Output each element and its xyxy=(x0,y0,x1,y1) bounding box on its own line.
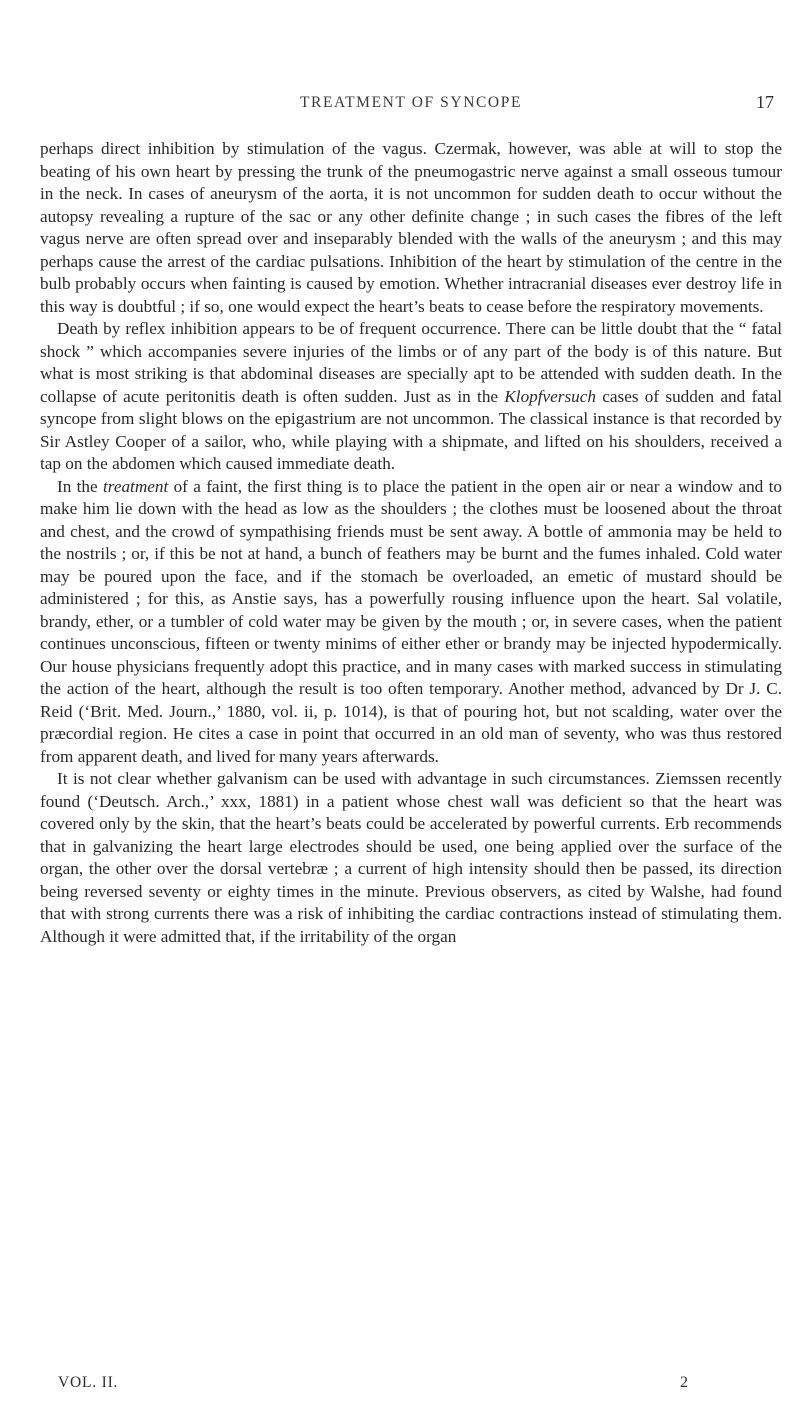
paragraph-text: Death by reflex inhibition appears to be of frequent occurrence. There can be little doubt that the “ fatal shock ” which accompanies severe injuries of the limbs or of any part of the body is of this nature. But what is most striking is that abdominal diseases are specially apt to be attended with sudden death. In the collapse of acute peritonitis death is often sudden. Just as in the xyxy=(40,319,782,406)
paragraph-text: It is not clear whether galvanism can be used with advantage in such circumstances. Ziemssen recently found (‘Deutsch. Arch.,’ xxx, 1881) in a patient whose chest wall was deficient so that the heart was covered only by the skin, that the heart’s beats could be accelerated by powerful currents. Erb recommends that in galvanizing the heart large electrodes should be used, one being applied over the surface of the organ, the other over the dorsal vertebræ ; a current of high intensity should then be passed, its direction being reversed seventy or eighty times in the minute. Previous observers, as cited by Walshe, had found that with strong currents there was a risk of inhibiting the cardiac contractions instead of stimulating them. Although it were admitted that, if the irritability of the organ xyxy=(40,769,782,946)
italic-term: Klopfversuch xyxy=(504,386,596,406)
paragraph xyxy=(40,138,782,318)
paragraph xyxy=(40,318,782,476)
paragraph-text: In the xyxy=(57,476,103,496)
paragraph-text: perhaps direct inhibition by stimulation of the vagus. Czermak, however, was able at will to stop the beating of his own heart by pressing the trunk of the pneumogastric nerve against a small osseous tumour in the neck. In cases of aneurysm of the aorta, it is not uncommon for sudden death to occur without the autopsy revealing a rupture of the sac or any other definite change ; in such cases the fibres of the left vagus nerve are often spread over and inseparably blended with the walls of the aneurysm ; and this may perhaps cause the arrest of the cardiac pulsations. Inhibition of the heart by stimulation of the centre in the bulb probably occurs when fainting is caused by emotion. Whether intracranial diseases ever destroy life in this way is doubtful ; if so, one would expect the heart’s beats to cease before the respiratory movements. xyxy=(40,139,782,316)
paragraph xyxy=(40,476,782,769)
body-text xyxy=(40,138,782,948)
paragraph-text: cases of sudden and fatal syncope from slight blows on the epigastrium are not uncommon. The classical instance is that recorded by Sir Astley Cooper of a sailor, who, while playing with a shipmate, and lifted on his shoulders, received a tap on the abdomen which caused immediate death. xyxy=(40,386,782,473)
paragraph xyxy=(40,768,782,948)
running-title: TREATMENT OF SYNCOPE xyxy=(299,94,523,111)
italic-term: treatment xyxy=(103,476,169,496)
paragraph-text: of a faint, the first thing is to place the patient in the open air or near a window and to make him lie down with the head as low as the shoulders ; the clothes must be loosened about the throat and chest, and the crowd of sympathising friends must be sent away. A bottle of ammonia may be held to the nostrils ; or, if this be not at hand, a bunch of feathers may be burnt and the fumes inhaled. Cold water may be poured upon the face, and if the stomach be overloaded, an emetic of mustard should be administered ; for this, as Anstie says, has a powerfully rousing influence upon the heart. Sal volatile, brandy, ether, or a tumbler of cold water may be given by the mouth ; or, in severe cases, when the patient continues unconscious, fifteen or twenty minims of either ether or brandy may be injected hypodermically. Our house physicians frequently adopt this practice, and in many cases with marked success in stimulating the action of the heart, although the result is too often temporary. Another method, advanced by Dr J. C. Reid (‘Brit. Med. Journ.,’ 1880, vol. ii, p. 1014), is that of pouring hot, but not scalding, water over the præcordial region. He cites a case in point that occurred in an old man of seventy, who was thus restored from apparent death, and lived for many years afterwards. xyxy=(40,476,782,766)
running-head xyxy=(40,92,782,116)
page-footer xyxy=(40,1374,782,1396)
page-number: 17 xyxy=(756,92,774,112)
signature-mark: 2 xyxy=(680,1374,688,1391)
volume-mark: VOL. II. xyxy=(58,1374,119,1391)
